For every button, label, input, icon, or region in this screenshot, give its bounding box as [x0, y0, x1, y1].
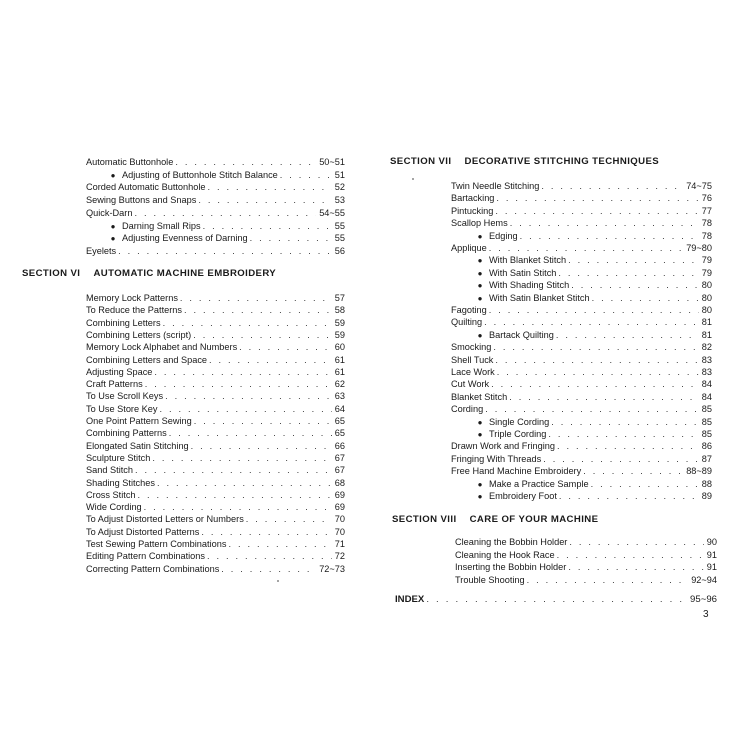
entry-page: 91 — [706, 549, 717, 560]
entry-title: Memory Lock Patterns — [86, 293, 178, 303]
entry-title: Smocking — [451, 342, 492, 353]
entry-title: Shell Tuck — [451, 354, 494, 365]
entry-page: 69 — [334, 489, 345, 500]
leader-dots — [491, 379, 699, 390]
section-vi-heading — [22, 268, 276, 279]
leader-dots — [520, 231, 699, 242]
entry-page: 53 — [334, 195, 345, 206]
leader-dots — [543, 454, 699, 465]
leader-dots — [510, 218, 699, 229]
entry-title: Adjusting of Buttonhole Stitch Balance — [122, 169, 278, 180]
entry-title: Lace Work — [451, 367, 495, 377]
entry-page: 59 — [334, 317, 345, 328]
section-title: DECORATIVE STITCHING TECHNIQUES — [464, 156, 660, 167]
entry-title: Bartacking — [451, 193, 495, 204]
entry-page: 91 — [706, 562, 717, 573]
index-label: INDEX — [395, 594, 425, 605]
bullet-icon: ● — [110, 234, 116, 244]
entry-page: 68 — [334, 477, 345, 488]
entry-page: 51 — [334, 169, 345, 180]
bullet-icon: ● — [477, 231, 483, 241]
entry-title: Memory Lock Alphabet and Numbers — [86, 342, 238, 353]
leader-dots — [495, 206, 698, 217]
entry-page: 58 — [334, 305, 345, 316]
entry-title: Automatic Buttonhole — [86, 157, 174, 167]
leader-dots — [557, 441, 699, 452]
entry-page: 83 — [701, 354, 712, 365]
leader-dots — [557, 550, 704, 561]
entry-page: 66 — [334, 440, 345, 451]
bullet-icon: ● — [477, 492, 483, 501]
leader-dots — [509, 392, 699, 403]
entry-title: Pintucking — [451, 205, 494, 216]
entry-title: To Adjust Distorted Patterns — [86, 526, 200, 537]
entry-title: Make a Practice Sample — [489, 478, 589, 489]
section-label: SECTION VI — [22, 268, 81, 279]
entry-title: Darning Small Rips — [122, 220, 201, 231]
toc-entry — [475, 255, 712, 266]
toc-entry — [451, 206, 712, 217]
toc-entry — [455, 575, 717, 586]
entry-title: Corded Automatic Buttonhole — [86, 182, 206, 193]
entry-title: With Satin Stitch — [489, 267, 557, 278]
toc-entry — [451, 218, 712, 229]
entry-title: Cross Stitch — [86, 489, 136, 500]
entry-page: 64 — [334, 403, 345, 414]
entry-page: 56 — [334, 245, 345, 256]
entry-title: Free Hand Machine Embroidery — [451, 466, 582, 477]
leader-dots — [556, 330, 699, 341]
entry-page: 80 — [701, 280, 712, 291]
entry-title: To Adjust Distorted Letters or Numbers — [86, 514, 244, 525]
entry-page: 79~80 — [686, 243, 712, 253]
entry-page: 80 — [701, 305, 712, 315]
entry-title: Trouble Shooting — [455, 574, 525, 585]
entry-title: Single Cording — [489, 416, 550, 427]
index-entry — [395, 594, 717, 605]
entry-title: Cording — [451, 404, 484, 415]
entry-page: 72 — [334, 551, 345, 562]
entry-page: 84 — [701, 379, 712, 390]
bullet-icon: ● — [477, 256, 483, 266]
entry-page: 85 — [701, 416, 712, 427]
toc-entry — [451, 392, 712, 403]
section-label: SECTION VII — [390, 156, 452, 167]
toc-entry — [475, 429, 712, 440]
section-vii-heading — [390, 156, 659, 167]
entry-title: To Use Scroll Keys — [86, 391, 164, 402]
leader-dots — [496, 193, 698, 204]
toc-entry — [451, 317, 712, 328]
entry-page: 83 — [701, 367, 712, 377]
entry-page: 79 — [701, 255, 712, 266]
bullet-icon: ● — [477, 430, 483, 439]
entry-page: 54~55 — [319, 207, 345, 218]
toc-entry — [475, 231, 712, 242]
entry-page: 67 — [334, 465, 345, 476]
entry-page: 71 — [334, 539, 345, 549]
entry-title: To Use Store Key — [86, 403, 158, 414]
toc-entry — [455, 537, 717, 548]
section-title: CARE OF YOUR MACHINE — [469, 514, 599, 525]
entry-title: Combining Patterns — [86, 428, 167, 439]
bullet-icon: ● — [477, 417, 483, 427]
entry-title: Adjusting Evenness of Darning — [122, 233, 248, 244]
entry-title: Fagoting — [451, 305, 487, 315]
leader-dots — [484, 317, 699, 328]
entry-page: 84 — [701, 391, 712, 402]
bullet-icon: ● — [110, 170, 116, 180]
entry-page: 55 — [334, 220, 345, 231]
leader-dots — [548, 429, 698, 440]
toc-entry — [455, 550, 717, 561]
leader-dots — [497, 367, 699, 378]
entry-page: 59 — [334, 329, 345, 340]
entry-title: Shading Stitches — [86, 477, 155, 488]
toc-entry — [451, 466, 712, 477]
toc-entry — [451, 355, 712, 366]
entry-page: 82 — [701, 342, 712, 353]
entry-page: 79 — [701, 267, 712, 278]
entry-title: Cut Work — [451, 379, 490, 390]
toc-entry — [475, 280, 712, 291]
toc-entry — [455, 562, 717, 573]
toc-entry — [475, 491, 712, 502]
entry-page: 90 — [706, 537, 717, 547]
entry-title: Adjusting Space — [86, 366, 153, 377]
entry-page: 60 — [334, 342, 345, 353]
entry-page: 63 — [334, 391, 345, 402]
entry-title: Blanket Stitch — [451, 391, 508, 402]
bullet-icon: ● — [477, 479, 483, 489]
entry-page: 88 — [701, 478, 712, 489]
leader-dots — [485, 404, 699, 415]
entry-page: 77 — [701, 205, 712, 216]
entry-title: With Satin Blanket Stitch — [489, 292, 590, 303]
entry-title: Eyelets — [86, 245, 117, 256]
entry-title: Elongated Satin Stitching — [86, 440, 189, 451]
section-label: SECTION VIII — [392, 514, 457, 525]
leader-dots — [591, 479, 699, 490]
leader-dots — [569, 537, 703, 548]
toc-entry — [451, 404, 712, 415]
entry-title: Sculpture Stitch — [86, 452, 151, 463]
toc-entry — [451, 243, 712, 254]
entry-page: 65 — [334, 428, 345, 439]
entry-title: Cleaning the Hook Race — [455, 549, 555, 560]
toc-entry — [451, 379, 712, 390]
entry-title: Twin Needle Stitching — [451, 181, 540, 191]
leader-dots — [489, 305, 699, 316]
entry-page: 61 — [334, 354, 345, 365]
print-speck — [277, 580, 279, 582]
entry-title: Test Sewing Pattern Combinations — [86, 539, 227, 549]
entry-title: Quilting — [451, 317, 483, 328]
leader-dots — [527, 575, 689, 586]
toc-entry — [475, 417, 712, 428]
entry-title: Fringing With Threads — [451, 453, 542, 464]
toc-entry — [475, 293, 712, 304]
entry-title: Editing Pattern Combinations — [86, 551, 205, 562]
entry-page: 72~73 — [319, 563, 345, 574]
leader-dots — [495, 355, 698, 366]
entry-page: 57 — [334, 293, 345, 303]
entry-page: 70 — [334, 514, 345, 525]
entry-title: Cleaning the Bobbin Holder — [455, 537, 568, 547]
entry-title: Wide Cording — [86, 502, 142, 513]
entry-title: Applique — [451, 243, 487, 253]
leader-dots — [551, 417, 698, 428]
entry-page: 50~51 — [319, 157, 345, 167]
toc-entry — [451, 342, 712, 353]
bullet-icon: ● — [477, 293, 483, 303]
bullet-icon: ● — [477, 281, 483, 291]
print-speck — [412, 178, 414, 180]
entry-title: One Point Pattern Sewing — [86, 416, 192, 426]
leader-dots — [568, 255, 699, 266]
entry-title: Inserting the Bobbin Holder — [455, 562, 567, 573]
entry-page: 78 — [701, 218, 712, 229]
leader-dots — [559, 491, 699, 502]
entry-page: 67 — [334, 452, 345, 463]
index-page: 95~96 — [690, 594, 717, 605]
toc-entry — [451, 441, 712, 452]
entry-title: Drawn Work and Fringing — [451, 441, 555, 452]
toc-entry — [475, 268, 712, 279]
page-number: 3 — [703, 609, 709, 620]
leader-dots — [583, 466, 683, 477]
entry-title: Craft Patterns — [86, 379, 143, 390]
entry-page: 65 — [334, 416, 345, 426]
leader-dots — [426, 594, 687, 605]
bullet-icon: ● — [477, 330, 483, 340]
entry-title: Combining Letters and Space — [86, 354, 208, 365]
entry-page: 70 — [334, 526, 345, 537]
toc-entry — [451, 181, 712, 192]
entry-page: 80 — [701, 292, 712, 303]
leader-dots — [571, 280, 699, 291]
toc-entry — [451, 305, 712, 316]
entry-page: 85 — [701, 429, 712, 439]
entry-page: 78 — [701, 230, 712, 241]
entry-page: 81 — [701, 317, 712, 328]
bullet-icon: ● — [477, 268, 483, 278]
entry-page: 81 — [701, 329, 712, 340]
entry-title: With Shading Stitch — [489, 280, 570, 291]
entry-title: With Blanket Stitch — [489, 255, 567, 266]
entry-title: Combining Letters (script) — [86, 329, 192, 340]
entry-page: 61 — [334, 366, 345, 377]
entry-title: Correcting Pattern Combinations — [86, 563, 220, 574]
entry-page: 55 — [334, 233, 345, 244]
entry-page: 88~89 — [686, 466, 712, 477]
entry-page: 69 — [334, 502, 345, 513]
leader-dots — [541, 181, 683, 192]
leader-dots — [493, 342, 698, 353]
entry-title: Sewing Buttons and Snaps — [86, 195, 197, 206]
entry-title: Bartack Quilting — [489, 329, 554, 340]
section-viii-heading — [392, 514, 598, 525]
leader-dots — [489, 243, 683, 254]
entry-title: Scallop Hems — [451, 218, 508, 229]
entry-title: Embroidery Foot — [489, 491, 557, 501]
entry-title: Combining Letters — [86, 317, 161, 328]
entry-page: 89 — [701, 491, 712, 501]
entry-title: Triple Cording — [489, 429, 547, 439]
entry-page: 92~94 — [691, 574, 717, 585]
section-title: AUTOMATIC MACHINE EMBROIDERY — [93, 268, 277, 279]
entry-page: 76 — [701, 193, 712, 204]
leader-dots — [568, 562, 703, 573]
entry-page: 52 — [334, 182, 345, 193]
toc-entry — [475, 330, 712, 341]
entry-page: 87 — [701, 453, 712, 464]
toc-entry — [451, 193, 712, 204]
entry-title: To Reduce the Patterns — [86, 305, 183, 316]
entry-title: Quick-Darn — [86, 207, 133, 218]
entry-page: 62 — [334, 379, 345, 390]
toc-entry — [451, 454, 712, 465]
toc-entry — [475, 479, 712, 490]
entry-title: Edging — [489, 230, 518, 241]
entry-title: Sand Stitch — [86, 465, 133, 476]
entry-page: 85 — [701, 404, 712, 415]
entry-page: 86 — [701, 441, 712, 452]
bullet-icon: ● — [110, 221, 116, 231]
leader-dots — [558, 268, 698, 279]
entry-page: 74~75 — [686, 181, 712, 191]
leader-dots — [592, 293, 699, 304]
toc-entry — [451, 367, 712, 378]
